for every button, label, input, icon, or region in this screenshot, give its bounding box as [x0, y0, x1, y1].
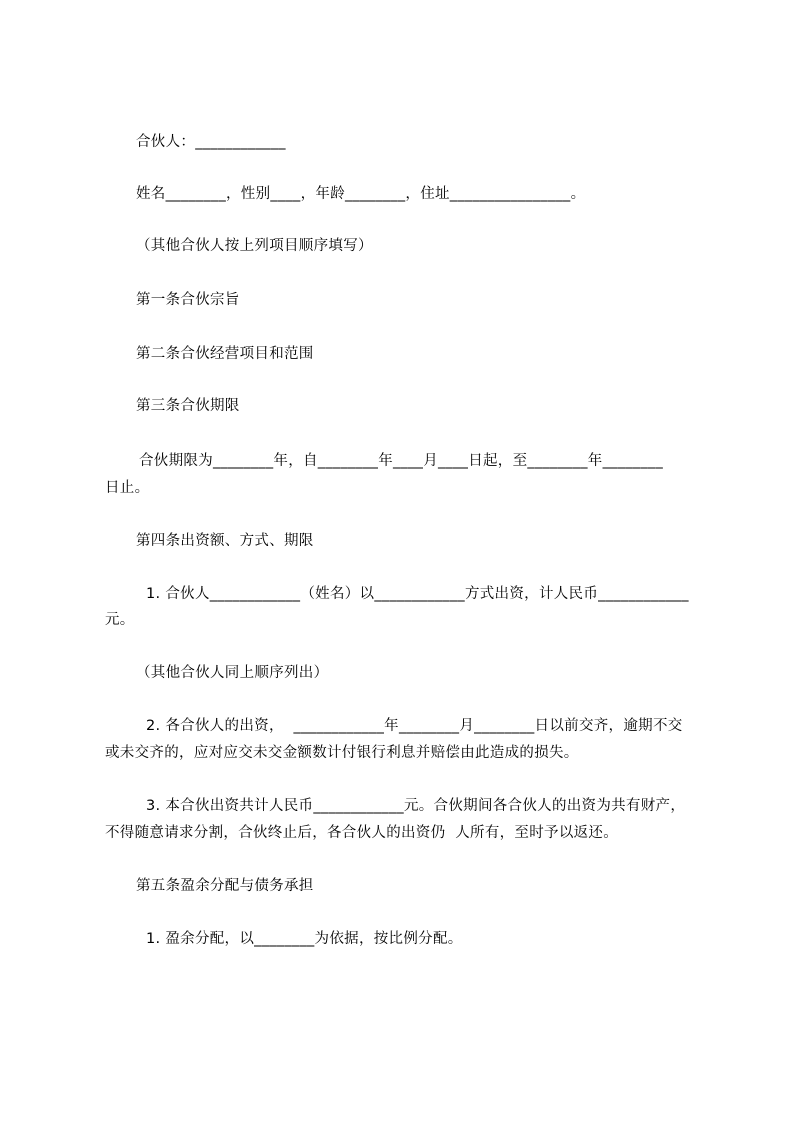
article3-text-line1: 合伙期限为________年，自________年____月____日起，至________年________ [139, 453, 663, 469]
article3-text-line2: 日止。 [105, 480, 150, 496]
article5-title: 第五条盈余分配与债务承担 [136, 878, 314, 894]
note-others-same: （其他合伙人同上顺序列出） [136, 665, 329, 681]
article4-item3-line2: 不得随意请求分割，合伙终止后，各合伙人的出资仍 人所有，至时予以返还。 [105, 825, 619, 841]
note-fill-others: （其他合伙人按上列项目顺序填写） [136, 238, 373, 254]
article4-item2-line1: 2. 各合伙人的出资， ____________年________月________日以前交齐，逾期不交 [146, 718, 683, 734]
partner-info-line: 姓名________，性别____，年龄________，住址________________。 [136, 186, 586, 202]
article5-item1: 1. 盈余分配，以________为依据，按比例分配。 [146, 931, 463, 947]
article2-title: 第二条合伙经营项目和范围 [136, 346, 314, 362]
article4-item1-line1: 1. 合伙人____________（姓名）以____________方式出资，计人民币____________ [146, 586, 689, 602]
article3-title: 第三条合伙期限 [136, 398, 240, 414]
article1-title: 第一条合伙宗旨 [136, 292, 240, 308]
article4-item2-line2: 或未交齐的，应对应交未交金额数计付银行利息并赔偿由此造成的损失。 [105, 745, 579, 761]
article4-title: 第四条出资额、方式、期限 [136, 533, 314, 549]
article4-item1-line2: 元。 [105, 612, 135, 628]
partner-header: 合伙人：____________ [136, 134, 286, 150]
article4-item3-line1: 3. 本合伙出资共计人民币____________元。合伙期间各合伙人的出资为共有财产， [146, 798, 686, 814]
